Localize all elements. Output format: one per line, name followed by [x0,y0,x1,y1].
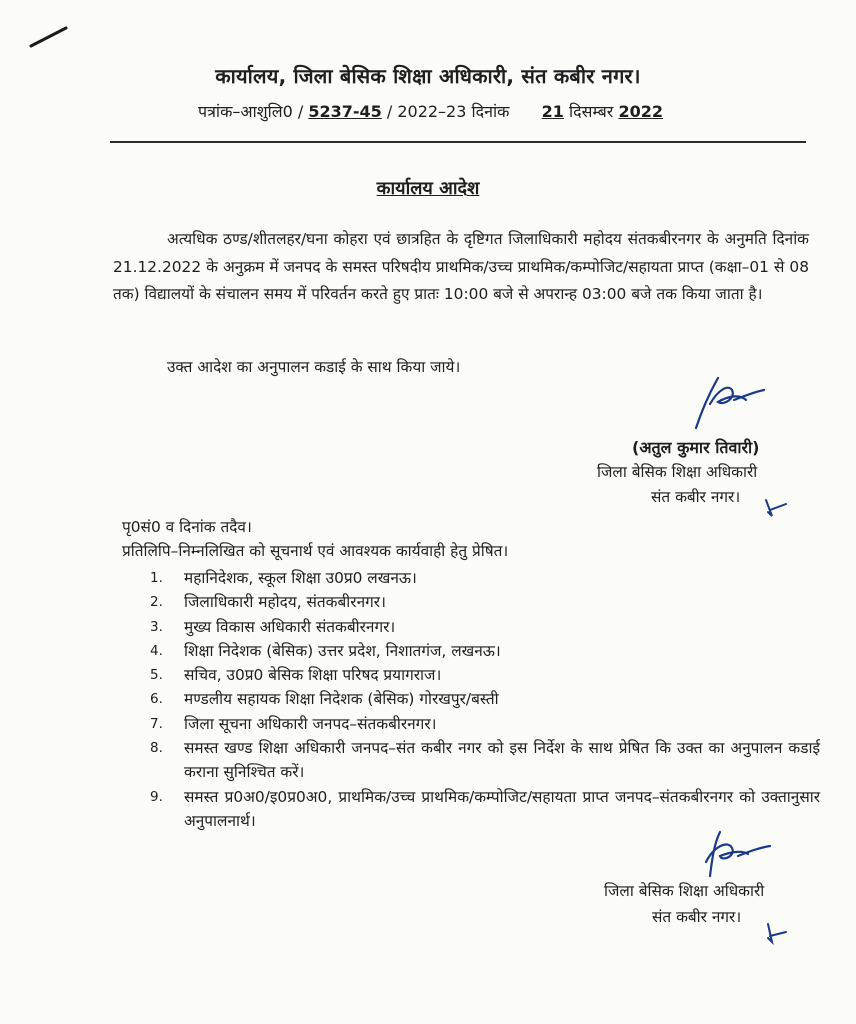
list-item-number: 2. [150,594,163,611]
header-divider [110,141,806,143]
list-item-text: मण्डलीय सहायक शिक्षा निदेशक (बेसिक) गोरखपुर/बस्ती [184,690,499,709]
list-item-text: जिला सूचना अधिकारी जनपद–संतकबीरनगर। [184,714,437,733]
initial-mark-1 [758,496,790,522]
signatory-designation-2: जिला बेसिक शिक्षा अधिकारी [604,882,765,900]
date-month: दिसम्बर [569,102,614,121]
signatory-name: (अतुल कुमार तिवारी) [632,438,760,457]
list-item-number: 7. [150,715,163,732]
list-item-number: 8. [150,740,163,757]
list-item-text: समस्त खण्ड शिक्षा अधिकारी जनपद–संत कबीर नगर को इस निर्देश के साथ प्रेषित कि उक्त का अनुपालन कडाई कराना सुनिश्चित करें। [184,739,820,782]
list-item-number: 9. [150,788,163,805]
list-item-number: 3. [150,618,163,635]
order-paragraph-2: उक्त आदेश का अनुपालन कडाई के साथ किया जाये। [167,358,461,376]
list-item-text: महानिदेशक, स्कूल शिक्षा उ0प्र0 लखनऊ। [184,569,417,587]
ref-prefix: पत्रांक–आशुलि0 / [198,102,304,121]
list-item [150,687,820,711]
list-item-number: 5. [150,667,163,684]
list-item [150,736,820,785]
ref-year: / 2022–23 दिनांक [386,102,510,121]
list-item-text: समस्त प्र0अ0/इ0प्र0अ0, प्राथमिक/उच्च प्राथमिक/कम्पोजिट/सहायता प्राप्त जनपद–संतकबीरनगर को उक्तानुसार अनुपालनार्थ। [184,787,820,830]
reference-line [198,100,663,122]
list-item-text: शिक्षा निदेशक (बेसिक) उत्तर प्रदेश, निशातगंज, लखनऊ। [184,641,501,660]
handwritten-signature-1 [688,370,768,432]
date-day: 21 [541,102,564,121]
copy-heading: प्रतिलिपि–निम्नलिखित को सूचनार्थ एवं आवश्यक कार्यवाही हेतु प्रेषित। [122,542,509,560]
list-item [150,615,820,639]
order-paragraph-1: अत्यधिक ठण्ड/शीतलहर/घना कोहरा एवं छात्रहित के दृष्टिगत जिलाधिकारी महोदय संतकबीरनगर के अनुमति दिनांक 21.12.2022 के अनुक्रम में जनपद के समस्त परिषदीय प्राथमिक/उच्च प्राथमिक/कम्पोजिट/सहायता प्राप्त (कक्षा–01 से 08 तक) विद्यालयों के संचालन समय में परिवर्तन करते हुए प्रातः 10:00 बजे से अपरान्ह 03:00 बजे तक किया जाता है। [113,230,809,303]
list-item [150,566,820,590]
list-item-number: 6. [150,691,163,708]
copy-reference: पृ0सं0 व दिनांक तदैव। [122,518,252,536]
list-item-text: जिलाधिकारी महोदय, संतकबीरनगर। [184,593,386,612]
date-year: 2022 [618,102,663,121]
list-item-number: 4. [150,642,163,659]
order-title: कार्यालय आदेश [376,178,480,199]
handwritten-signature-2 [700,822,776,880]
recipient-list [150,566,820,833]
list-item-text: मुख्य विकास अधिकारी संतकबीरनगर। [184,617,396,636]
signatory-location-2: संत कबीर नगर। [652,908,742,926]
signatory-designation: जिला बेसिक शिक्षा अधिकारी [597,463,758,481]
signatory-location: संत कबीर नगर। [651,488,741,506]
list-item [150,712,820,736]
list-item-text: सचिव, उ0प्र0 बेसिक शिक्षा परिषद प्रयागराज। [184,666,442,685]
ref-number: 5237-45 [308,102,382,121]
office-header: कार्यालय, जिला बेसिक शिक्षा अधिकारी, संत कबीर नगर। [215,64,641,88]
initial-mark-2 [760,920,790,946]
pen-stroke-mark [28,24,70,50]
list-item-number: 1. [150,570,163,586]
list-item [150,663,820,687]
list-item [150,639,820,663]
list-item [150,590,820,614]
